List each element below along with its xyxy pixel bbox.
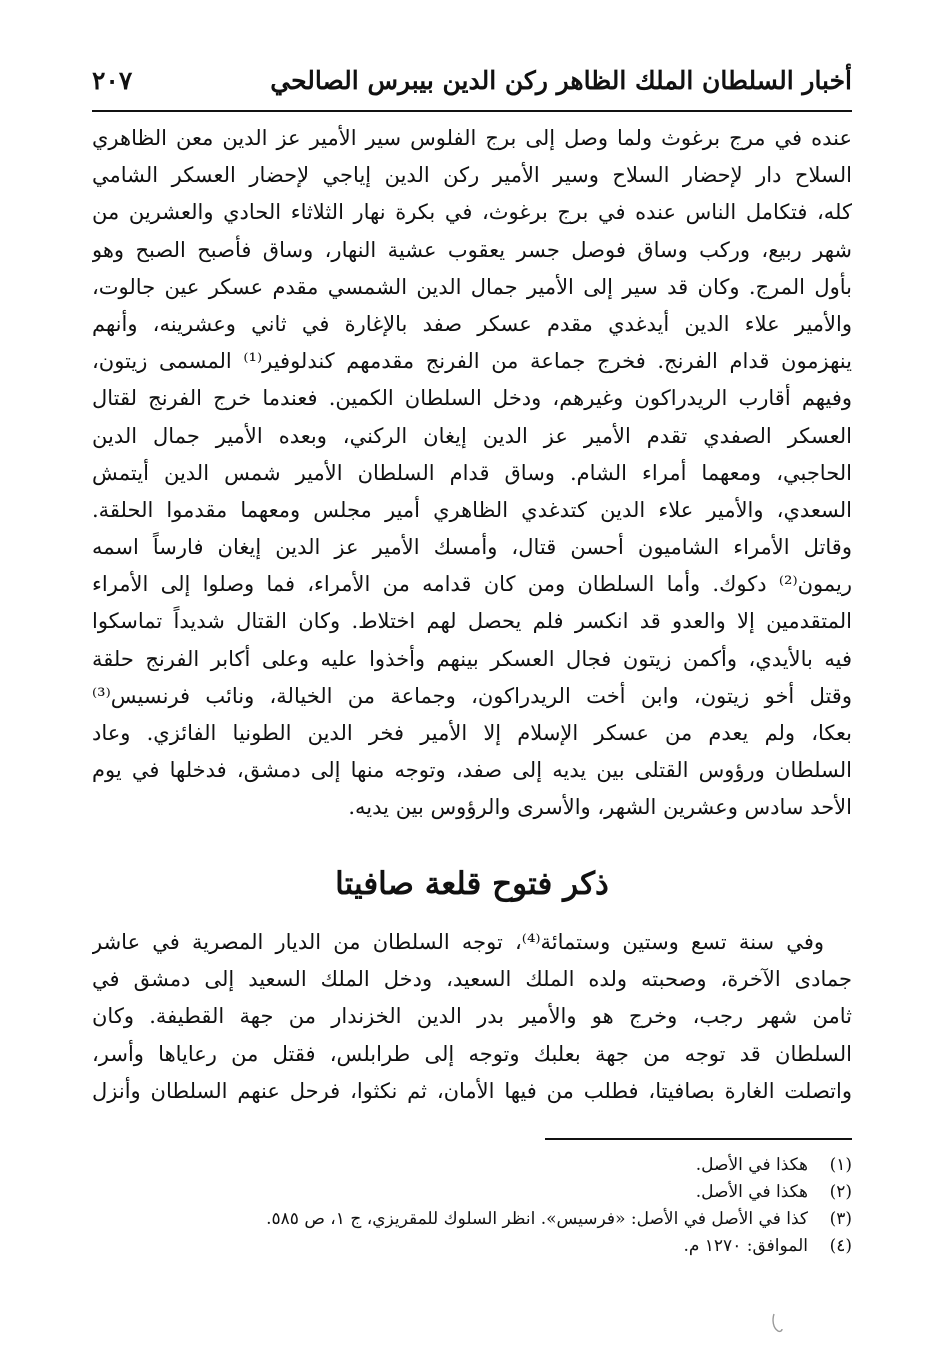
- text-line: ينهزمون قدام الفرنج. فخرج جماعة من الفرنج مقدمهم كندلوفير⁽¹⁾ المسمى زيتون،: [92, 349, 852, 374]
- footnote: [92, 1233, 852, 1260]
- footnote: [92, 1206, 852, 1233]
- text-line: وفي سنة تسع وستين وستمائة⁽⁴⁾، توجه السلطان من الديار المصرية في عاشر: [92, 930, 824, 954]
- text-line: واتصلت الغارة بصافيتا، فطلب من فيها الأمان، ثم نكثوا، فرحل عنهم السلطان وأنزل: [92, 1078, 852, 1103]
- text-line: شهر ربيع، وركب وساق فوصل جسر يعقوب عشية النهار، وساق فأصبح الصبح وهو: [92, 237, 852, 262]
- footnote-number: (٤): [829, 1236, 852, 1256]
- text-line: ثامن شهر رجب، وخرج هو والأمير بدر الدين الخزندار من جهة القطيفة. وكان: [92, 1004, 852, 1029]
- header-rule: [92, 110, 852, 112]
- footnote-text: هكذا في الأصل.: [695, 1155, 808, 1175]
- text-line: السلاح دار لإحضار السلاح وسير الأمير ركن الدين إياجي لإحضار العسكر الشامي: [92, 163, 852, 188]
- footnotes: [92, 1152, 852, 1260]
- text-line: السلطان قد توجه من جهة بعلبك وتوجه إلى طرابلس، فقتل من رعاياها وأسر،: [92, 1041, 852, 1066]
- text-line: وقتل أخو زيتون، وابن أخت الريدراكون، وجماعة من الخيالة، ونائب فرنسيس⁽³⁾: [92, 683, 852, 708]
- main-text: [92, 120, 852, 827]
- footnote-number: (٣): [829, 1209, 852, 1229]
- running-head: أخبار السلطان الملك الظاهر ركن الدين بيبرس الصالحي: [270, 66, 852, 95]
- text-line: بعكا، ولم يعدم من عسكر الإسلام إلا الأمير فخر الدين الطونيا الفائزي. وعاد: [92, 721, 852, 745]
- footnote: [92, 1179, 852, 1206]
- text-line: كله، فتكامل الناس عنده في برج برغوث، في بكرة نهار الثلاثاء الحادي والعشرين من: [92, 200, 852, 225]
- footnote-text: كذا في الأصل في الأصل: «فرسيس». انظر السلوك للمقريزي، ج ١، ص ٥٨٥.: [266, 1209, 808, 1229]
- footnote-text: هكذا في الأصل.: [695, 1182, 808, 1202]
- section-text: [92, 924, 852, 1110]
- text-line: العسكر الصفدي تقدم الأمير عز الدين إيغان الركني، وبعده الأمير جمال الدين: [92, 423, 852, 448]
- text-line: وقاتل الأمراء الشاميون أحسن قتال، وأمسك الأمير عز الدين إيغان فارساً اسمه: [92, 535, 852, 560]
- text-line: والأمير علاء الدين أيدغدي مقدم عسكر صفد بالإغارة في ثاني وعشرينه، وأنهم: [92, 311, 852, 336]
- page-header: [92, 62, 852, 106]
- text-line: ريمون⁽²⁾ دكوك. وأما السلطان ومن كان قدامه من الأمراء، فما وصلوا إلى الأمراء: [92, 572, 852, 597]
- footnote-rule: [545, 1138, 852, 1140]
- text-line: الحاجبي، ومعهما أمراء الشام. وساق قدام السلطان الأمير شمس الدين أيتمش: [92, 460, 852, 485]
- text-line: بأول المرج. وكان قد سير إلى الأمير جمال الدين الشمسي مقدم عسكر عين جالوت،: [92, 274, 852, 299]
- footnote: [92, 1152, 852, 1179]
- footnote-text: الموافق: ١٢٧٠ م.: [683, 1236, 808, 1256]
- text-line: السلطان ورؤوس القتلى بين يديه إلى صفد، وتوجه منها إلى دمشق، فدخلها في يوم: [92, 758, 852, 783]
- text-line: فيه بالأيدي، وأكمن زيتون فجال العسكر بينهم وأخذوا عليه وعلى أكابر الفرنج حلقة: [92, 646, 852, 671]
- text-line: وفيهم أقارب الريدراكون وغيرهم، ودخل السلطان الكمين. فعندما خرج الفرنج لقتال: [92, 386, 852, 411]
- section-heading: ذكر فتوح قلعة صافيتا: [335, 866, 609, 902]
- scan-mark: [770, 1312, 784, 1334]
- text-line: المتقدمين إلا والعدو قد انكسر فلم يحصل لهم اختلاط. وكان القتال شديداً تماسكوا: [92, 609, 852, 634]
- text-line: السعدي، والأمير علاء الدين كتدغدي الظاهري أمير مجلس ومعهما مقدموا الحلقة.: [92, 497, 852, 522]
- text-line: الأحد سادس وعشرين الشهر، والأسرى والرؤوس بين يديه.: [348, 795, 852, 820]
- page-number: ٢٠٧: [92, 66, 133, 95]
- footnote-number: (٢): [829, 1182, 852, 1202]
- text-line: جمادى الآخرة، وصحبته ولده الملك السعيد، ودخل الملك السعيد إلى دمشق في: [92, 967, 852, 992]
- text-line: عنده في مرج برغوث ولما وصل إلى برج الفلوس سير الأمير عز الدين معن الظاهري: [92, 126, 852, 150]
- footnote-number: (١): [829, 1155, 852, 1175]
